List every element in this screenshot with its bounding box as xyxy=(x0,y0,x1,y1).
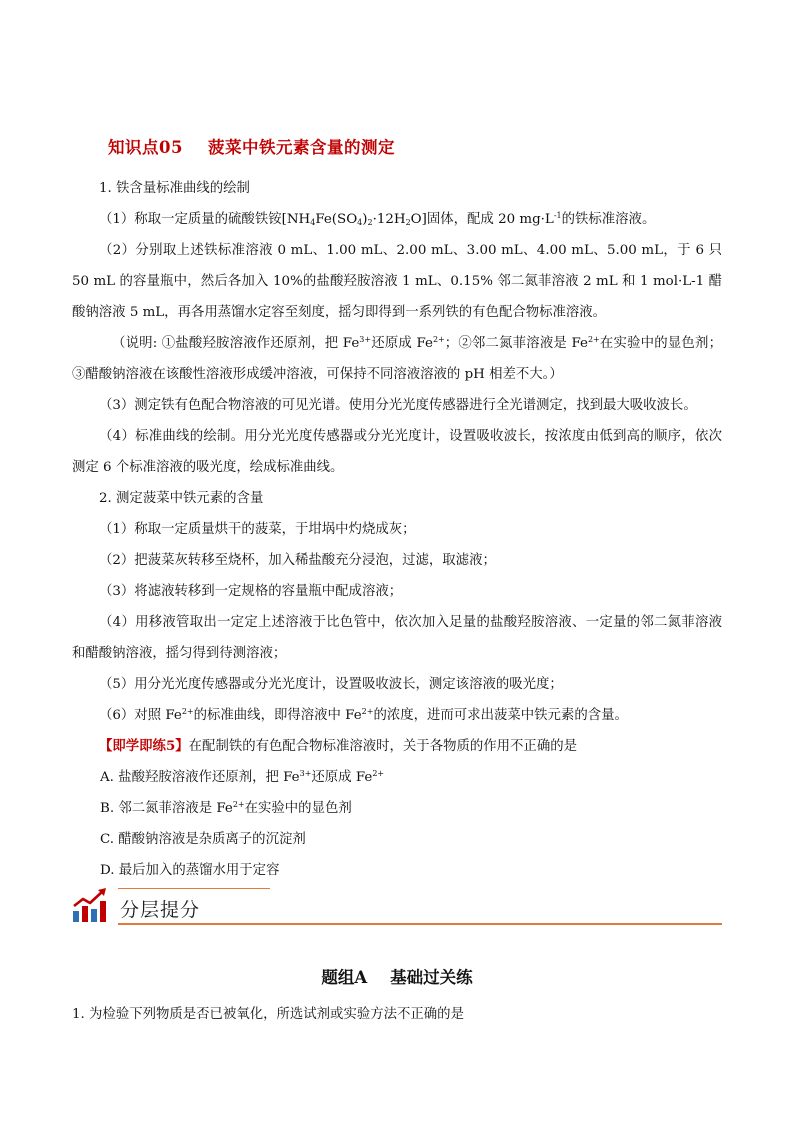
practice-option-a: A. 盐酸羟胺溶液作还原剂，把 $Fe^{3+}$还原成 $Fe^{2+}$ xyxy=(100,769,385,785)
group-title: 题组A 基础过关练 xyxy=(321,968,473,987)
document-body xyxy=(72,173,722,886)
part2-heading: 2. 测定菠菜中铁元素的含量 xyxy=(99,491,264,506)
part1-step3: （3）测定铁有色配合物溶液的可见光谱。使用分光光度传感器进行全光谱测定，找到最大吸收波长。 xyxy=(99,398,697,413)
part2-step4: （4）用移液管取出一定定上述溶液于比色管中，依次加入足量的盐酸羟胺溶液、一定量的邻二氮菲溶液和醋酸钠溶液，摇匀得到待测溶液； xyxy=(72,615,722,661)
tier-banner xyxy=(72,885,722,927)
part1-step4: （4）标准曲线的绘制。用分光光度传感器或分光光度计，设置吸收波长，按浓度由低到高的顺序，依次测定 6 个标准溶液的吸光度，绘成标准曲线。 xyxy=(72,429,722,475)
practice-tag: 【即学即练5】 xyxy=(99,738,189,754)
practice-option-d: D. 最后加入的蒸馏水用于定容 xyxy=(100,863,280,878)
practice-option-b: B. 邻二氮菲溶液是 $Fe^{2+}$在实验中的显色剂 xyxy=(100,800,352,816)
part1-step2: （2）分别取上述铁标准溶液 0 mL、1.00 mL、2.00 mL、3.00 mL、4.00 mL、5.00 mL，于 6 只 50 mL 的容量瓶中，然后各加入 10%的盐酸羟胺溶液 1 mL、0.15% 邻二氮菲溶液 2 mL 和 1 mol·L-1 醋酸钠溶液 5 mL，再各用蒸馏水定容至刻度，摇匀即得到一系列铁的有色配合物标准溶液。 xyxy=(72,243,722,320)
part2-step6: （6）对照 $Fe^{2+}$的标准曲线，即得溶液中 $Fe^{2+}$的浓度，进而可求出菠菜中铁元素的含量。 xyxy=(99,707,628,723)
bar-chart-growth-icon xyxy=(72,887,108,923)
part2-step2: （2）把菠菜灰转移至烧杯，加入稀盐酸充分浸泡，过滤，取滤液； xyxy=(99,553,496,568)
tier-rule xyxy=(118,923,722,925)
part1-heading: 1. 铁含量标准曲线的绘制 xyxy=(99,181,250,196)
part1-note: （说明: ①盐酸羟胺溶液作还原剂，把 $Fe^{3+}$还原成 $Fe^{2+}$；②邻二氮菲溶液是 $Fe^{2+}$在实验中的显色剂；③醋酸钠溶液在该酸性溶液形成缓冲溶液，可保持不同溶液溶液的 pH 相差不大。） xyxy=(72,335,722,382)
section-title: 知识点05 菠菜中铁元素含量的测定 xyxy=(108,138,395,157)
part2-step1: （1）称取一定质量烘干的菠菜，于坩埚中灼烧成灰； xyxy=(99,522,416,537)
tier-title: 分层提分 xyxy=(120,899,201,921)
practice-option-c: C. 醋酸钠溶液是杂质离子的沉淀剂 xyxy=(100,832,306,847)
question-1: 1. 为检验下列物质是否已被氧化，所选试剂或实验方法不正确的是 xyxy=(72,1007,464,1022)
part2-step3: （3）将滤液转移到一定规格的容量瓶中配成溶液； xyxy=(99,584,403,599)
practice-question: 【即学即练5】在配制铁的有色配合物标准溶液时，关于各物质的作用不正确的是 xyxy=(99,738,577,754)
part1-step1: （1）称取一定质量的硫酸铁铵$[NH_4Fe(SO_4)_2\cdot 12H_2O]$固体，配成 20 $mg\cdot L^{-1}$的铁标准溶液。 xyxy=(99,211,656,227)
part2-step5: （5）用分光光度传感器或分光光度计，设置吸收波长，测定该溶液的吸光度； xyxy=(99,677,563,692)
tier-top-line xyxy=(118,888,270,889)
